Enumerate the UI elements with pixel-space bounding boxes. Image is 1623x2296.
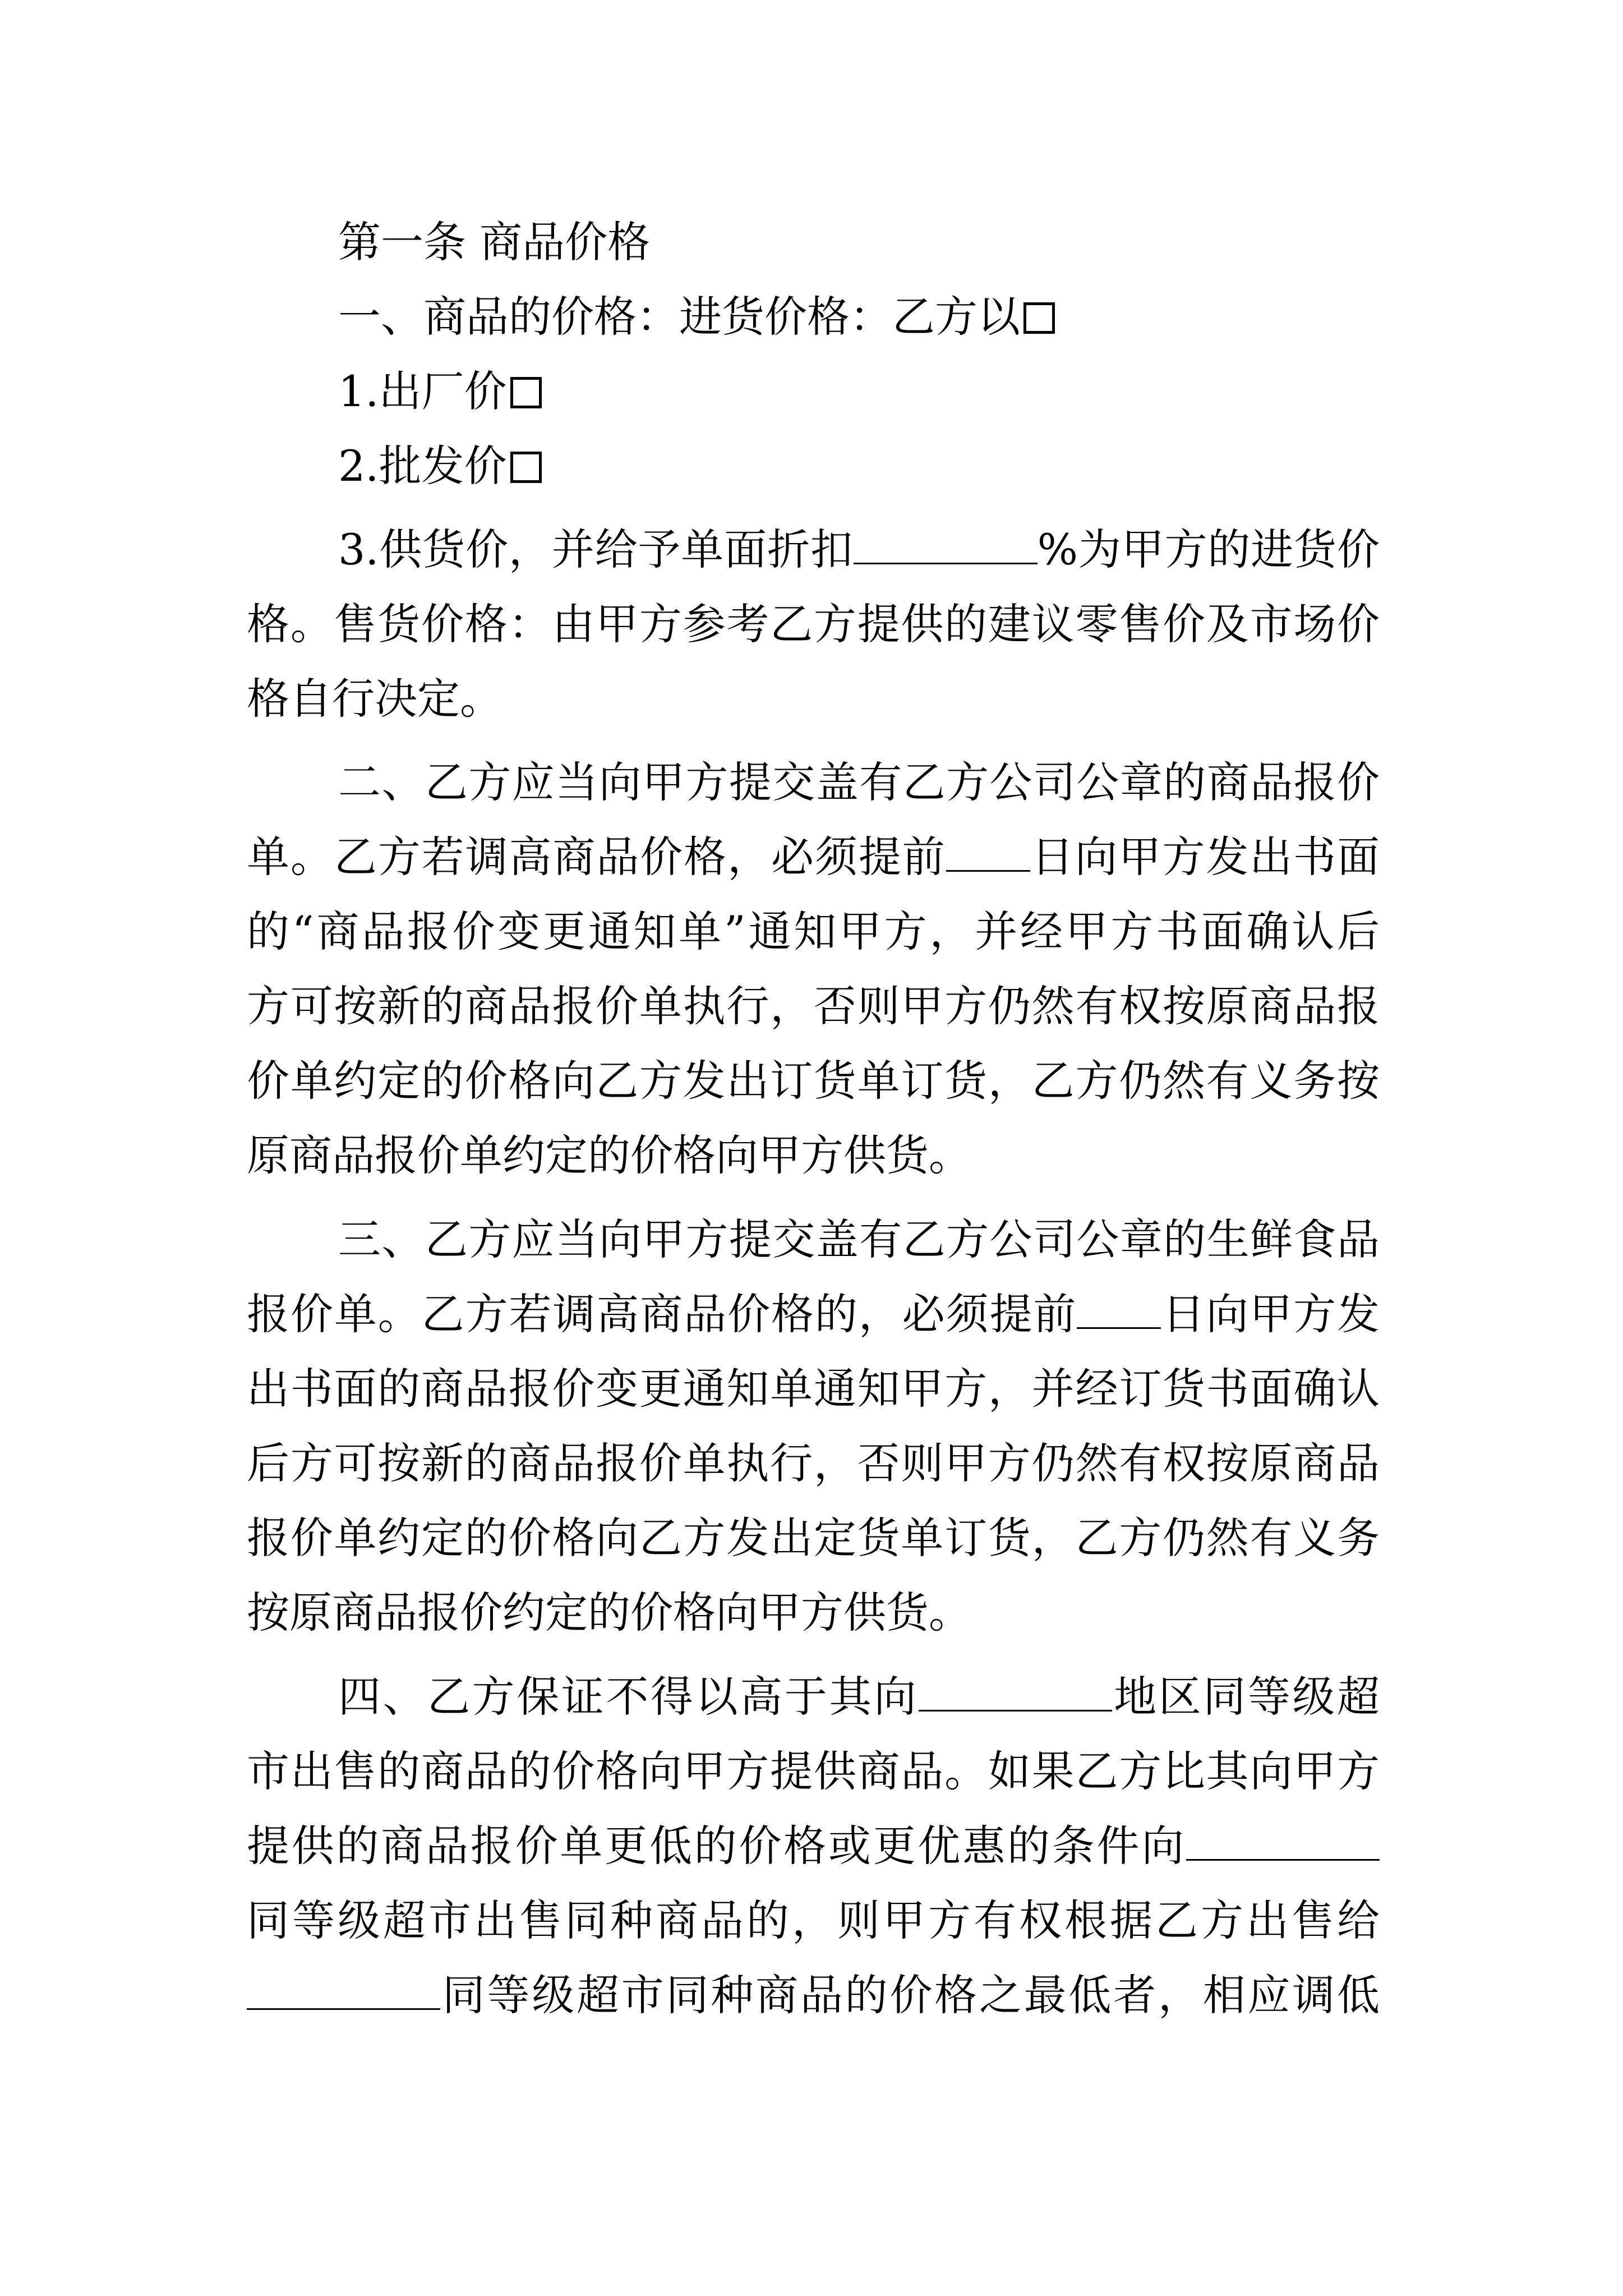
paragraph-4-line-1: 四、乙方保证不得以高于其向 地区同等级超 [338, 1672, 1380, 1722]
option-2: 2.批发价 [338, 438, 542, 494]
target-blank-1[interactable] [1186, 1822, 1380, 1861]
paragraph-2-line-2: 单。乙方若调高商品价格，必须提前 日向甲方发出书面 [247, 832, 1380, 882]
option-3-line-2: 格。售货价格：由甲方参考乙方提供的建议零售价及市场价 [247, 599, 1380, 649]
paragraph-3-line-5: 报价单约定的价格向乙方发出定货单订货，乙方仍然有义务 [247, 1513, 1380, 1563]
days-blank-2[interactable] [1077, 1290, 1161, 1329]
option-3-line-3: 格自行决定。 [247, 674, 502, 724]
option-1: 1.出厂价 [338, 364, 542, 420]
paragraph-3-line-4: 后方可按新的商品报价单执行，否则甲方仍然有权按原商品 [247, 1438, 1380, 1488]
target-blank-2[interactable] [247, 1971, 440, 2010]
paragraph-3-line-1: 三、乙方应当向甲方提交盖有乙方公司公章的生鲜食品 [338, 1214, 1380, 1264]
region-blank[interactable] [919, 1673, 1112, 1711]
paragraph-2-line-4: 方可按新的商品报价单执行，否则甲方仍然有权按原商品报 [247, 981, 1380, 1031]
paragraph-2-line-3: 的“商品报价变更通知单”通知甲方，并经甲方书面确认后 [247, 907, 1380, 956]
paragraph-4-line-2: 市出售的商品的价格向甲方提供商品。如果乙方比其向甲方 [247, 1746, 1380, 1796]
paragraph-3-line-6: 按原商品报价约定的价格向甲方供货。 [247, 1588, 971, 1637]
paragraph-3-line-2: 报价单。乙方若调高商品价格的，必须提前 日向甲方发 [247, 1289, 1380, 1339]
item-one-heading: 一、商品的价格：进货价格：乙方以 [338, 289, 1055, 345]
days-blank-1[interactable] [946, 833, 1030, 872]
paragraph-2-line-5: 价单约定的价格向乙方发出订货单订货，乙方仍然有义务按 [247, 1056, 1380, 1106]
article-title: 第一条 商品价格 [338, 217, 651, 267]
paragraph-4-line-5: 同等级超市同种商品的价格之最低者，相应调低 [247, 1967, 1380, 2023]
paragraph-2-line-1: 二、乙方应当向甲方提交盖有乙方公司公章的商品报价 [338, 757, 1380, 807]
discount-blank[interactable] [854, 526, 1038, 564]
paragraph-4-line-4: 同等级超市出售同种商品的，则甲方有权根据乙方出售给 [247, 1895, 1380, 1945]
checkbox-1[interactable] [1023, 302, 1055, 334]
checkbox-wholesale-price[interactable] [510, 452, 542, 483]
option-3-line-1: 3.供货价，并给予单面折扣 %为甲方的进货价 [338, 524, 1380, 574]
checkbox-factory-price[interactable] [510, 377, 542, 408]
paragraph-2-line-6: 原商品报价单约定的价格向甲方供货。 [247, 1130, 971, 1180]
paragraph-4-line-3: 提供的商品报价单更低的价格或更优惠的条件向 [247, 1818, 1380, 1874]
paragraph-3-line-3: 出书面的商品报价变更通知单通知甲方，并经订货书面确认 [247, 1364, 1380, 1414]
